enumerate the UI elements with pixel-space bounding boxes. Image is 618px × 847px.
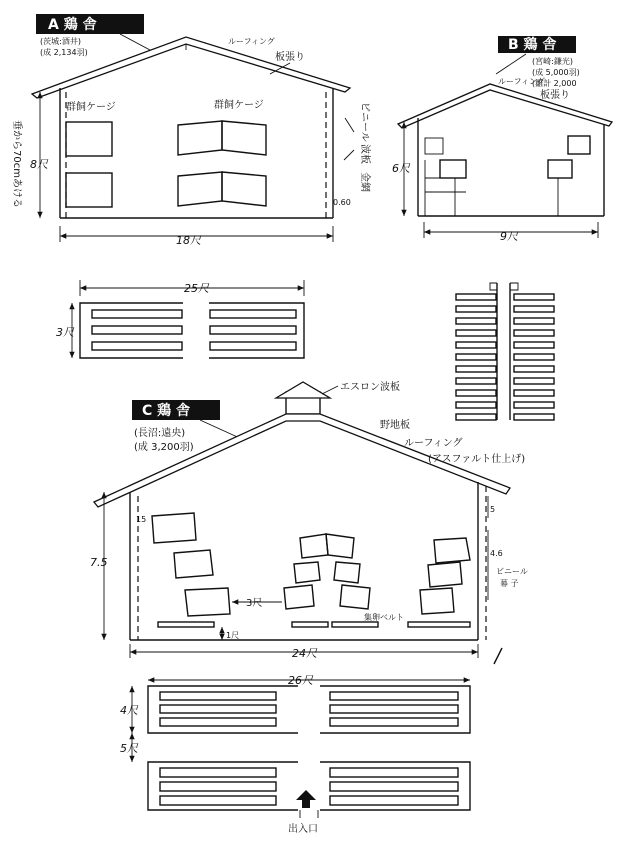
coop-b-window-left <box>425 138 443 154</box>
coop-a-title-leader <box>120 34 150 50</box>
coop-c-asphalt-label: (アスファルト仕上げ) <box>428 454 526 465</box>
plan-c-row-3-right <box>330 718 458 726</box>
coop-c-width-dim: 24尺 <box>292 647 317 660</box>
coop-c-curtain-label-1: ビニール <box>496 567 528 576</box>
coop-c-cage-left-1 <box>152 513 196 543</box>
coop-a-plan <box>56 280 304 358</box>
plan-c-aisle-dim: 5尺 <box>120 742 138 755</box>
coop-c-trough-left <box>158 622 214 627</box>
plan-b-row-6-left <box>456 354 496 360</box>
plan-a-row-1-right <box>210 310 296 318</box>
coop-c-cage-left-3 <box>185 588 230 616</box>
coop-c-note-1: (長沼:遠央) <box>134 428 186 439</box>
coop-c-mid-dim: 4.6 <box>490 549 503 558</box>
coop-b-note-3: (雛計 2,000 <box>532 79 577 88</box>
plan-c-row-6-left <box>160 796 276 805</box>
plan-b-row-9-left <box>456 390 496 396</box>
coop-b-width-dim: 9尺 <box>500 230 518 243</box>
plan-c-row-1-right <box>330 692 458 700</box>
coop-c-sheathing-label: 野地板 <box>380 420 410 431</box>
coop-a-cage-label-2: 群飼ケージ <box>214 100 264 111</box>
entrance-arrow-icon <box>296 790 316 808</box>
coop-c-title: C 鶏 舎 <box>142 403 191 419</box>
plan-b-row-8-right <box>514 378 554 384</box>
coop-b-board-label: 板張り <box>540 90 570 101</box>
coop-b-plan <box>456 283 554 420</box>
coop-a-note-1: (茨城:酒井) <box>40 37 81 46</box>
coop-c-top-dim: 5 <box>490 505 496 514</box>
coop-a-cage-left-lower <box>66 173 112 207</box>
coop-c-angle-dim: 15 <box>136 515 147 524</box>
plan-b-row-10-right <box>514 402 554 408</box>
coop-a-roof <box>32 37 350 98</box>
coop-c-base-dim: 1尺 <box>226 631 240 640</box>
coop-c-cage-right-1 <box>434 538 470 563</box>
plan-b-row-1-left <box>456 294 496 300</box>
plan-b-row-11-right <box>514 414 554 420</box>
plan-b-row-11-left <box>456 414 496 420</box>
coop-a-board-label: 板張り <box>275 52 305 63</box>
coop-a-side-note: 垂から70cmあける <box>11 120 22 208</box>
plan-c-row-4-left <box>160 768 276 777</box>
coop-c-trough-mid-l <box>292 622 328 627</box>
coop-a-cage-mid-upper-r <box>222 121 266 155</box>
coop-c-conveyor-label: 集卵ベルト <box>364 613 404 622</box>
coop-c-note-2: (成 3,200羽) <box>134 442 194 453</box>
coop-a-roofing-label: ルーフィング <box>228 37 275 46</box>
coop-b-note-1: (宮崎:鎌光) <box>532 57 573 66</box>
coop-c-height-dim: 7.5 <box>90 556 108 569</box>
coop-c-cage-mid-l <box>294 562 320 583</box>
coop-a-width-dim: 18尺 <box>176 234 201 247</box>
coop-a-elevation <box>11 14 372 247</box>
coop-c-ventilator-cap <box>276 382 330 398</box>
coop-a-low-dim: 0.60 <box>333 198 351 207</box>
plan-b-rows <box>456 294 554 420</box>
plan-b-row-2-left <box>456 306 496 312</box>
plan-b-row-1-right <box>514 294 554 300</box>
coop-b-title: B 鶏 舎 <box>508 37 557 53</box>
plan-b-row-8-left <box>456 378 496 384</box>
plan-b-row-3-right <box>514 318 554 324</box>
coop-c-cage-right-2 <box>428 562 462 587</box>
coop-b-height-dim: 6尺 <box>392 162 410 175</box>
plan-a-row-3-left <box>92 342 182 350</box>
plan-b-row-4-left <box>456 330 496 336</box>
coop-b-roofing-label: ルーフィング <box>498 77 545 86</box>
coop-a-wavy-label: 波板 <box>359 144 370 164</box>
coop-a-cage-mid-lower-l <box>178 172 222 206</box>
plan-c-entrance-label: 出入口 <box>288 824 318 835</box>
coop-a-note-2: (成 2,134羽) <box>40 48 88 57</box>
plan-b-row-2-right <box>514 306 554 312</box>
coop-a-title: A 鶏 舎 <box>48 17 97 33</box>
coop-c-cage-left-2 <box>174 550 213 578</box>
coop-c-trough-right <box>408 622 470 627</box>
coop-b-elevation <box>392 36 612 243</box>
plan-c-row-5-left <box>160 782 276 791</box>
coop-b-note-2: (成 5,000羽) <box>532 68 580 77</box>
coop-c-cage-top-r <box>326 534 354 558</box>
plan-c-row-3-left <box>160 718 276 726</box>
plan-c-width-dim: 26尺 <box>288 674 313 687</box>
coop-a-cage-left-upper <box>66 122 112 156</box>
plan-b-row-4-right <box>514 330 554 336</box>
coop-c-cage-mid-r <box>334 562 360 583</box>
coop-b-cage-right <box>548 160 572 178</box>
coop-a-cage-mid-upper-l <box>178 121 222 155</box>
plan-b-row-5-left <box>456 342 496 348</box>
plan-a-row-1-left <box>92 310 182 318</box>
plan-b-row-7-right <box>514 366 554 372</box>
plan-a-width-dim: 25尺 <box>184 282 209 295</box>
plan-c-row-dim: 4尺 <box>120 704 138 717</box>
coop-a-cage-mid-lower-r <box>222 172 266 206</box>
coop-c-cage-top-l <box>300 534 328 558</box>
coop-b-roof <box>398 84 612 128</box>
plan-b-row-5-right <box>514 342 554 348</box>
plan-a-depth-dim: 3尺 <box>56 326 74 339</box>
coop-b-window-right <box>568 136 590 154</box>
coop-c-roofing-label: ルーフィング <box>404 438 463 449</box>
coop-a-height-dim: 8尺 <box>30 158 48 171</box>
plan-c-row-2-right <box>330 705 458 713</box>
plan-c-row-4-right <box>330 768 458 777</box>
coop-c-cage-low-l <box>284 585 314 609</box>
coop-c-cage-low-r <box>340 585 370 609</box>
coop-c-plan <box>120 674 470 835</box>
coop-c-ventilator-label: エスロン波板 <box>340 382 400 393</box>
coop-c-cage-dim: 3尺 <box>246 598 263 609</box>
coop-c-trough-mid-r <box>332 622 378 627</box>
coop-c-elevation <box>90 380 528 664</box>
coop-c-curtain-label-2: 幕 子 <box>500 579 519 588</box>
plan-b-row-10-left <box>456 402 496 408</box>
coop-a-wire-label: 金網 <box>359 172 370 192</box>
plan-c-row-6-right <box>330 796 458 805</box>
plan-c-row-2-left <box>160 705 276 713</box>
plan-a-row-2-right <box>210 326 296 334</box>
plan-b-row-7-left <box>456 366 496 372</box>
plan-c-frame-bottom-right <box>320 762 470 810</box>
coop-b-cage-left <box>440 160 466 178</box>
plan-a-row-3-right <box>210 342 296 350</box>
plan-b-row-9-right <box>514 390 554 396</box>
plan-b-row-3-left <box>456 318 496 324</box>
plan-b-row-6-right <box>514 354 554 360</box>
plan-a-row-2-left <box>92 326 182 334</box>
coop-a-vinyl-label: ビニール <box>359 102 370 142</box>
coop-c-cage-right-3 <box>420 588 454 614</box>
coop-a-cage-label-1: 群飼ケージ <box>66 102 116 113</box>
plan-c-row-5-right <box>330 782 458 791</box>
plan-c-row-1-left <box>160 692 276 700</box>
